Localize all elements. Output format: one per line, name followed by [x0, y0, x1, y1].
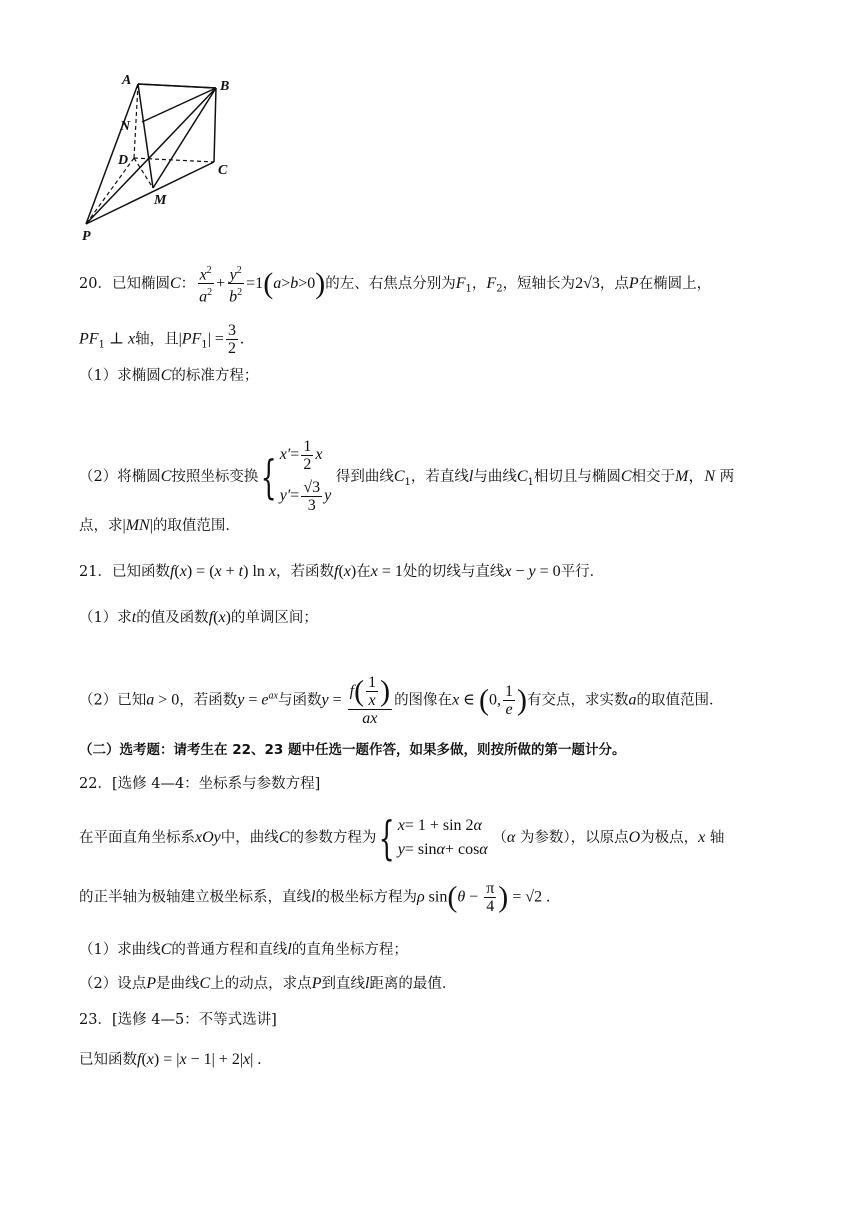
q22-part2: （2）设点P是曲线C上的动点，求点P到直线l距离的最值．: [79, 975, 457, 992]
label-p: P: [82, 229, 91, 244]
label-b: B: [220, 79, 230, 94]
q20-line1: 20．已知椭圆C： $\frac{x^2}{a^2}$ + $\frac{y^2}{b^2}$ =1(a>b>0)的左、右焦点分别为$F_1$，$F_2$，短轴长为2√3，点P在椭圆上，: [79, 262, 711, 306]
q20-part1: （1）求椭圆C的标准方程；: [79, 367, 259, 384]
geometry-figure: [78, 70, 248, 245]
q22-title: 22．[选修 4—4：坐标系与参数方程]: [79, 776, 321, 792]
section-heading: （二）选考题：请考生在 22、23 题中任选一题作答，如果多做，则按所做的第一题计分。: [79, 742, 626, 758]
q21-part1: （1）求t的值及函数f(x)的单调区间；: [79, 609, 318, 626]
label-m: M: [154, 193, 167, 208]
q22-line1: 在平面直角坐标系xOy中，曲线C的参数方程为{ x = 1 + sin 2 α y = sin α + cos α （α 为参数），以原点O为极点，x 轴: [79, 811, 725, 865]
q20-part2: （2）将椭圆C按照坐标变换{ x′ = $\frac{1}{2}$ x y′ = $\frac{√3}{3}$ y 得到曲线$C_1$，若直线l与曲线$C_1$相切且与椭圆C相交于M，N 两: [79, 437, 735, 514]
label-n: N: [120, 119, 131, 134]
q23-line1: 已知函数f(x) = |x − 1| + 2|x| .: [79, 1051, 262, 1068]
label-a: A: [122, 73, 132, 88]
q22-line2: 的正半轴为极轴建立极坐标系，直线l的极坐标方程为ρ sin(θ − $\frac{\pi}{4}$ ) = √2 .: [79, 880, 551, 915]
q20-line2: $PF_1$ ⊥ x轴，且$|PF_1|$ = $\frac{3}{2}$ .: [79, 322, 244, 357]
q22-part1: （1）求曲线C的普通方程和直线l的直角坐标方程；: [79, 941, 408, 958]
q23-title: 23．[选修 4—5：不等式选讲]: [79, 1012, 277, 1028]
q21-line1: 21．已知函数f(x) = (x + t) ln x，若函数f(x)在x = 1处的切线与直线x − y = 0平行．: [79, 563, 605, 580]
label-c: C: [218, 163, 228, 178]
q21-part2: （2）已知a > 0，若函数$y = e^{ax}$与函数y = f( $\frac{1}{x}$ ) ax 的图像在x ∈ (0, $\frac{1}{e}$ )有交点，求实数a的取值范围．: [79, 674, 724, 727]
label-d: D: [118, 153, 129, 168]
q20-part2-cont: 点，求|MN|的取值范围．: [79, 517, 240, 534]
